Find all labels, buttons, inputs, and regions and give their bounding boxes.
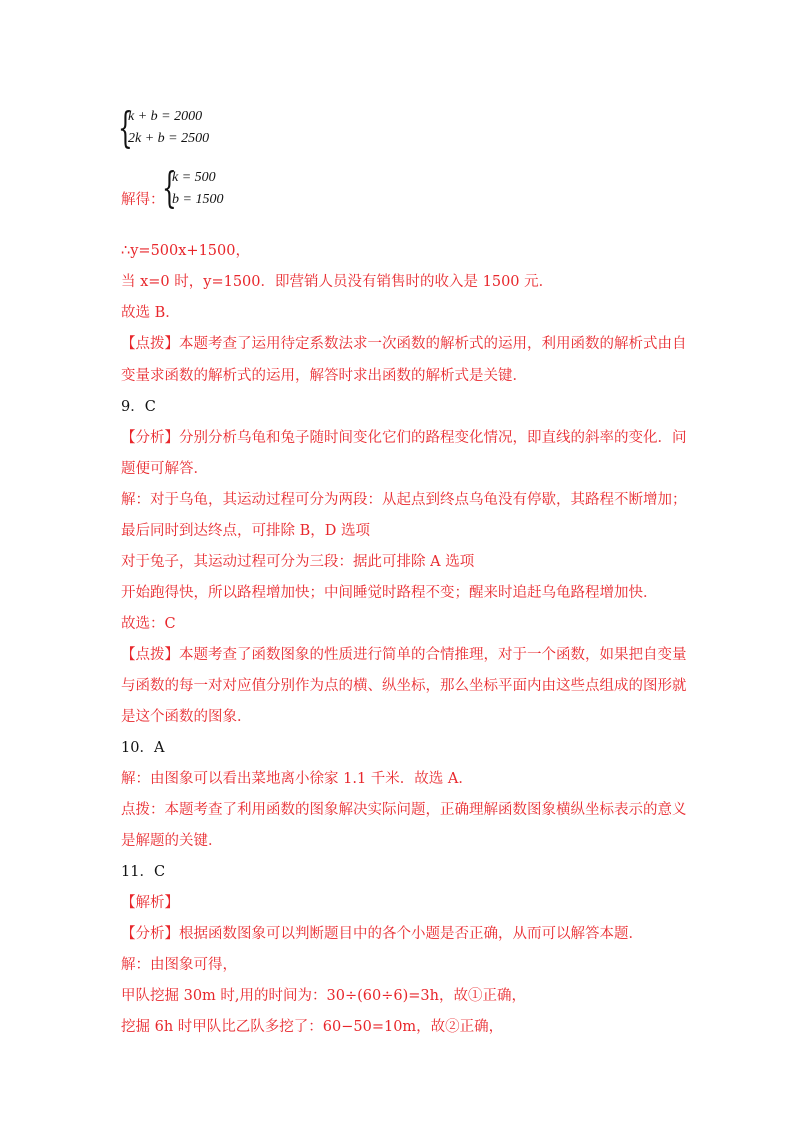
system1-eq1: k + b = 2000 [128,109,203,124]
line-analysis-9b: 题便可解答． [121,461,208,477]
system2-brace: { [162,163,177,212]
line-choose-c: 故选：C [121,616,176,632]
line-solution-9a: 解：对于乌龟，其运动过程可分为两段：从起点到终点乌龟没有停歇，其路程不断增加； [121,492,687,508]
line-solution-9b: 最后同时到达终点，可排除 B，D 选项 [121,523,370,539]
system1-eq2: 2k + b = 2500 [128,131,210,146]
line-analysis-11: 【分析】根据函数图象可以判断题目中的各个小题是否正确，从而可以解答本题． [121,926,643,942]
line-solution-9d: 开始跑得快，所以路程增加快；中间睡觉时路程不变；醒来时追赶乌龟路程增加快． [121,585,658,601]
answer-11: 11．C [121,864,166,880]
line-solution-11a: 解：由图象可得， [121,957,237,973]
line-remark-10a: 点拨：本题考查了利用函数的图象解决实际问题，正确理解函数图象横纵坐标表示的意义 [121,802,687,818]
line-remark-9a: 【点拨】本题考查了函数图象的性质进行简单的合情推理，对于一个函数，如果把自变量 [121,647,687,663]
line-solution-9c: 对于兔子，其运动过程可分为三段：据此可排除 A 选项 [121,554,475,570]
line-jiexi-11: 【解析】 [121,895,179,911]
line-function-result: ∴y=500x+1500， [121,243,250,259]
line-solution-11b: 甲队挖掘 30m 时,用的时间为：30÷(60÷6)=3h，故①正确， [121,988,526,1004]
line-remark-9c: 是这个函数的图象． [121,709,252,725]
line-choose-b: 故选 B． [121,305,180,321]
system2-eq2: b = 1500 [172,192,224,207]
solution-prefix: 解得： [121,192,165,208]
line-remark-10b: 是解题的关键． [121,833,223,849]
system1-brace: { [118,103,133,152]
line-solution-10: 解：由图象可以看出菜地离小徐家 1.1 千米．故选 A． [121,771,473,787]
line-analysis-9a: 【分析】分别分析乌龟和兔子随时间变化它们的路程变化情况，即直线的斜率的变化．问 [121,430,687,446]
line-solution-11c: 挖掘 6h 时甲队比乙队多挖了：60−50=10m，故②正确， [121,1019,504,1035]
answer-10: 10．A [121,740,165,756]
line-remark-1b: 变量求函数的解析式的运用，解答时求出函数的解析式是关键． [121,368,527,384]
line-remark-9b: 与函数的每一对对应值分别作为点的横、纵坐标，那么坐标平面内由这些点组成的图形就 [121,678,687,694]
line-x-zero: 当 x=0 时，y=1500．即营销人员没有销售时的收入是 1500 元． [121,274,554,290]
system2-eq1: k = 500 [172,170,216,185]
line-remark-1a: 【点拨】本题考查了运用待定系数法求一次函数的解析式的运用，利用函数的解析式由自 [121,336,687,352]
answer-9: 9．C [121,399,156,415]
